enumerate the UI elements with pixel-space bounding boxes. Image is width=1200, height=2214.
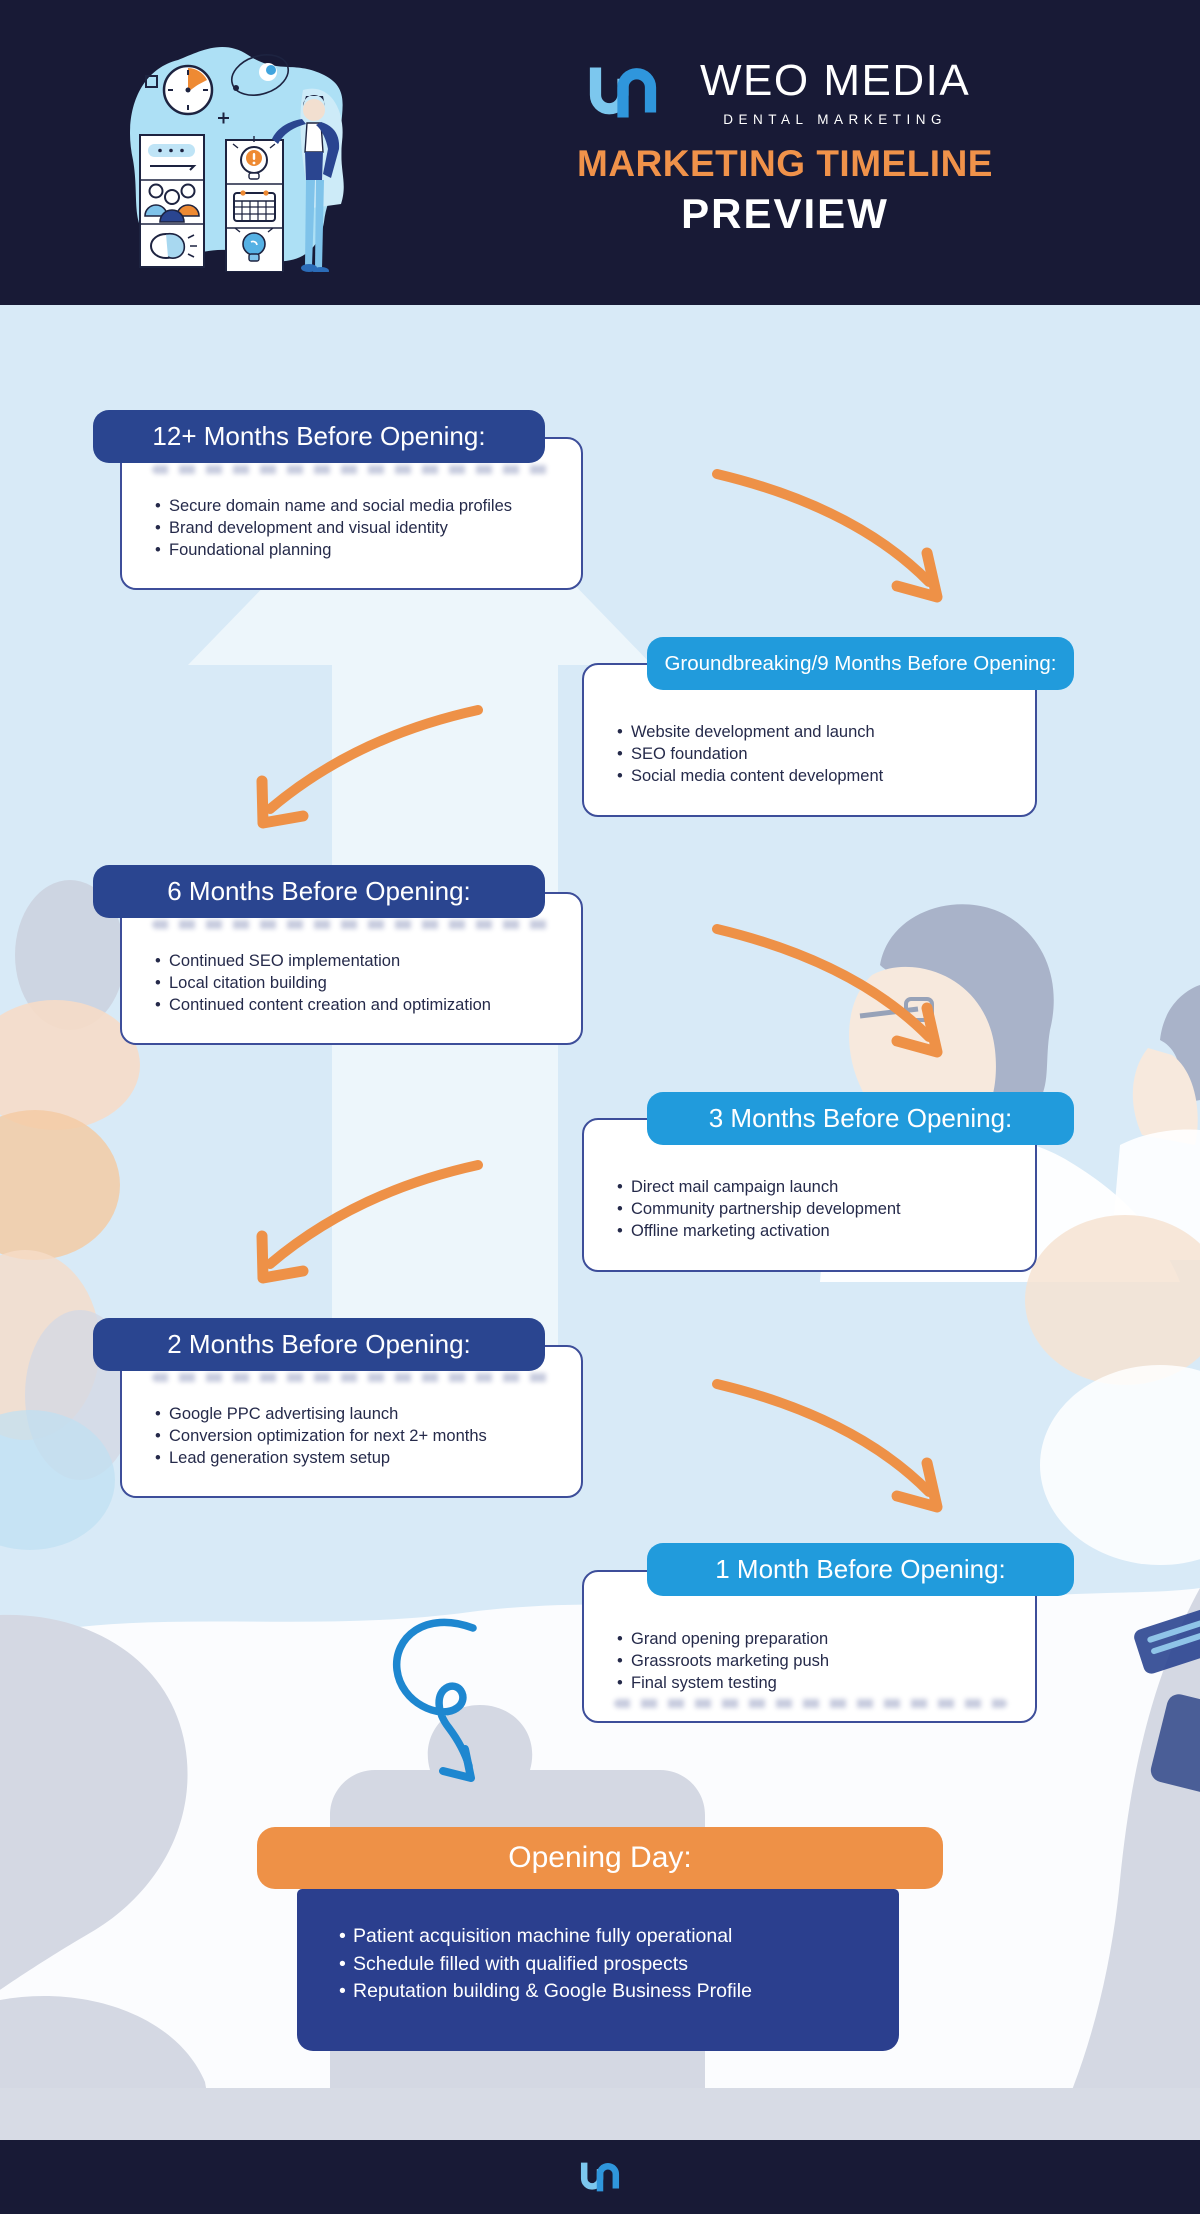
bullet-item: • Schedule filled with qualified prospects (339, 1951, 879, 1979)
bullet-item: • Foundational planning (154, 539, 567, 561)
bullet-item: • Patient acquisition machine fully operational (339, 1923, 879, 1951)
bullet-item: • Community partnership development (616, 1198, 1021, 1220)
bullet-item: • Local citation building (154, 972, 567, 994)
bullet-item: • SEO foundation (616, 743, 1021, 765)
task-panel-right (226, 136, 283, 272)
brand-subtitle: DENTAL MARKETING (723, 112, 947, 127)
card-title-6-months: 6 Months Before Opening: (93, 865, 545, 918)
brand-name: WEO MEDIA (700, 56, 971, 105)
bullet-item: • Continued content creation and optimization (154, 994, 567, 1016)
bullet-item: • Google PPC advertising launch (154, 1403, 567, 1425)
curved-arrow-down-left-icon (240, 697, 490, 847)
bullet-item: • Conversion optimization for next 2+ months (154, 1425, 567, 1447)
loop-arrow-down-icon (385, 1608, 495, 1793)
bullet-item: • Secure domain name and social media profiles (154, 495, 567, 517)
blurred-text-line (152, 920, 553, 929)
curved-arrow-down-right-icon (705, 917, 955, 1067)
footer-gray-band (0, 2088, 1200, 2140)
bullet-item: • Direct mail campaign launch (616, 1176, 1021, 1198)
weo-media-logo-icon (583, 60, 663, 125)
bullet-item: • Continued SEO implementation (154, 950, 567, 972)
weo-media-logo-icon (577, 2158, 623, 2196)
card-body-opening-day (297, 1889, 899, 2051)
bullet-item: • Offline marketing activation (616, 1220, 1021, 1242)
card-bullets (297, 1889, 899, 2006)
bullet-item: • Reputation building & Google Business Profile (339, 1978, 879, 2006)
page-title: MARKETING TIMELINE (577, 143, 993, 184)
hero-illustration (118, 30, 350, 272)
curved-arrow-down-left-icon (240, 1152, 490, 1302)
task-panel-left (140, 135, 204, 267)
bullet-item: • Website development and launch (616, 721, 1021, 743)
blurred-text-line (152, 465, 553, 474)
bullet-item: • Brand development and visual identity (154, 517, 567, 539)
bullet-item: • Final system testing (616, 1672, 1021, 1694)
curved-arrow-down-right-icon (705, 1372, 955, 1522)
bullet-item: • Grand opening preparation (616, 1628, 1021, 1650)
bullet-item: • Lead generation system setup (154, 1447, 567, 1469)
blurred-text-line (152, 1373, 553, 1382)
calendar-icon (234, 190, 275, 221)
footer-bar (0, 2140, 1200, 2214)
card-title-opening-day: Opening Day: (257, 1827, 943, 1889)
card-title-9-months: Groundbreaking/9 Months Before Opening: (647, 637, 1074, 690)
brand-lockup (700, 56, 970, 127)
bullet-item: • Grassroots marketing push (616, 1650, 1021, 1672)
page-subtitle: PREVIEW (681, 190, 889, 237)
brain-icon (151, 234, 197, 258)
card-title-2-months: 2 Months Before Opening: (93, 1318, 545, 1371)
card-title-1-month: 1 Month Before Opening: (647, 1543, 1074, 1596)
card-title-12-months: 12+ Months Before Opening: (93, 410, 545, 463)
curved-arrow-down-right-icon (705, 462, 955, 612)
bullet-item: • Social media content development (616, 765, 1021, 787)
card-title-3-months: 3 Months Before Opening: (647, 1092, 1074, 1145)
blurred-text-line (614, 1699, 1007, 1708)
clock-icon (164, 66, 212, 114)
